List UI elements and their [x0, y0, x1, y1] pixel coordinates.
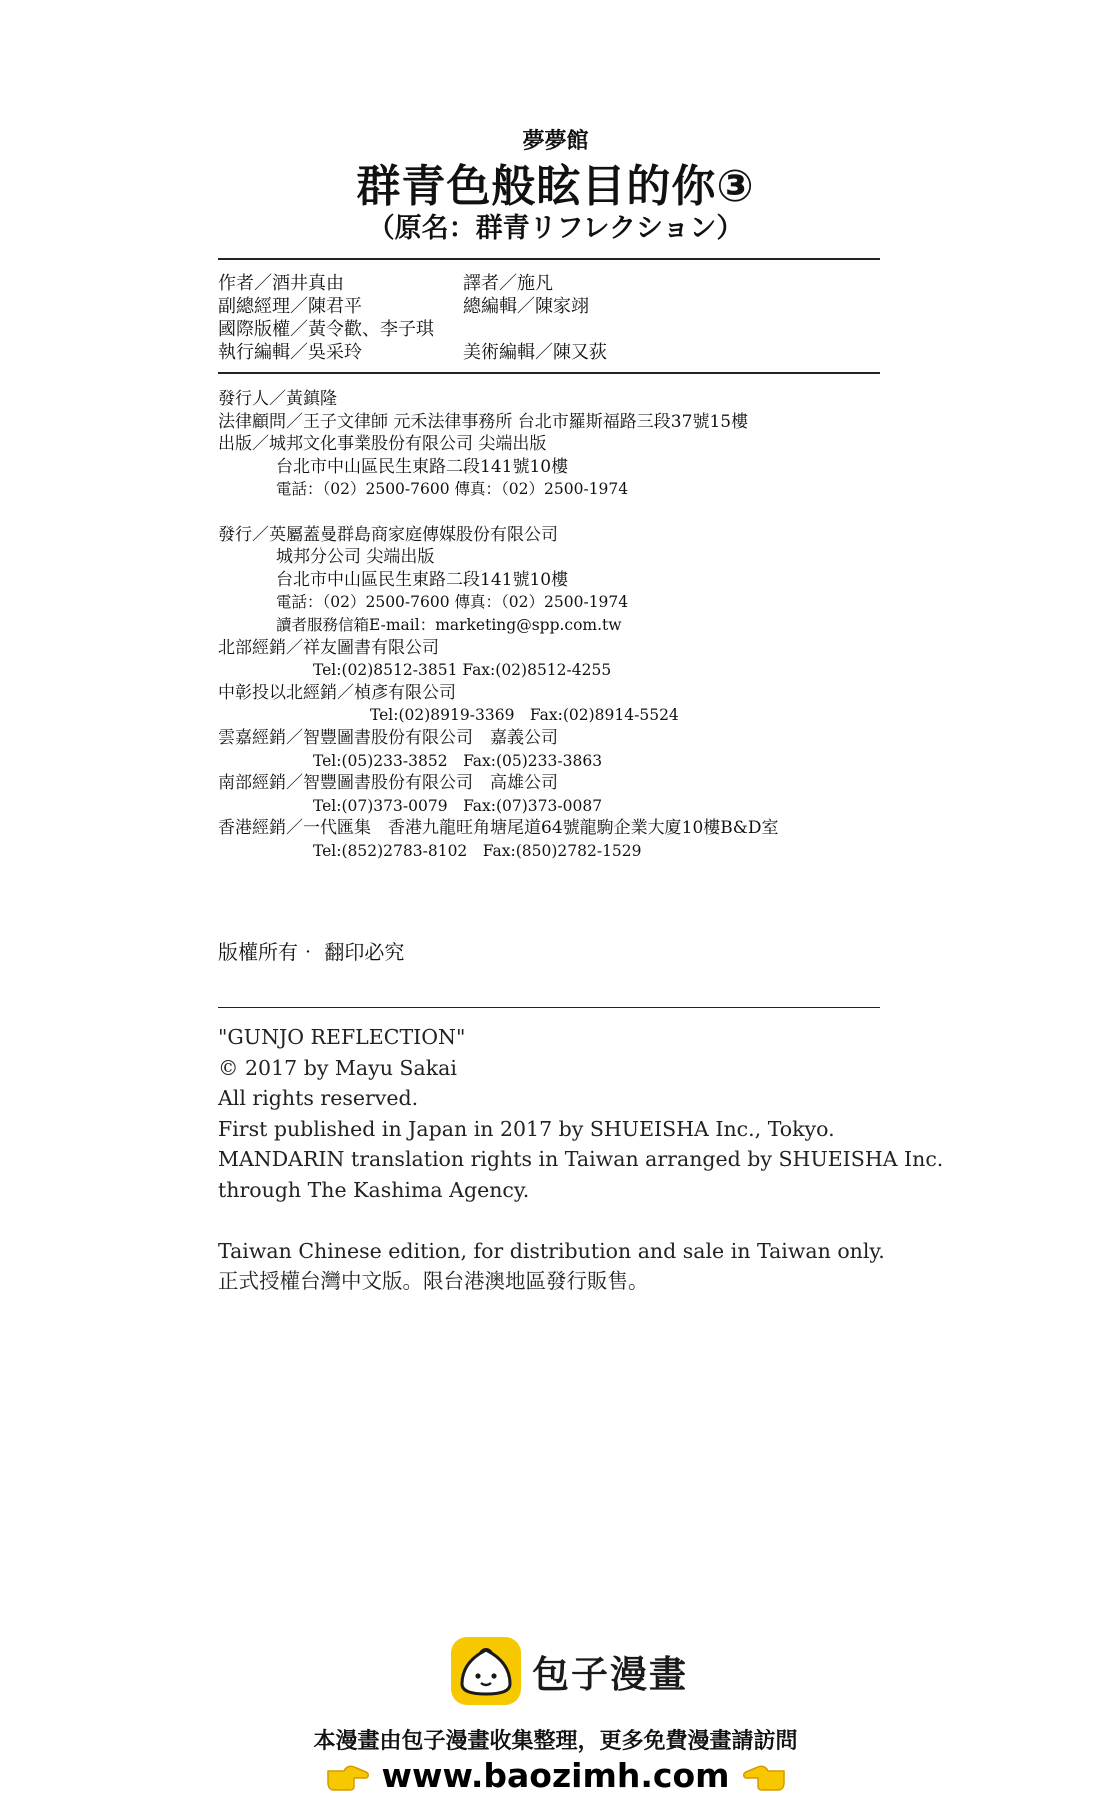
publishing-phone: 電話：（02）2500-7600 傳真：（02）2500-1974: [276, 480, 629, 499]
credit-intl-rights: 國際版權／黃令歡、李子琪: [218, 319, 434, 340]
pointing-hand-left-icon: [742, 1761, 786, 1791]
english-copyright-block: [218, 1022, 944, 1297]
issuer-line: 發行人／黃鎮隆: [218, 389, 337, 409]
distribution-email: 讀者服務信箱E-mail：marketing@spp.com.tw: [276, 615, 622, 634]
distribution-line: 發行／英屬蓋曼群島商家庭傳媒股份有限公司: [218, 524, 558, 545]
publisher-block: [218, 388, 918, 862]
publishing-line: 出版／城邦文化事業股份有限公司 尖端出版: [218, 434, 547, 455]
english-line: © 2017 by Mayu Sakai: [218, 1055, 457, 1080]
baozi-logo-icon: [450, 1636, 522, 1706]
credit-deputy-gm: 副總經理／陳君平: [218, 296, 362, 317]
watermark-notice: 本漫畫由包子漫畫收集整理，更多免費漫畫請訪問: [313, 1729, 798, 1754]
edition-line: Taiwan Chinese edition, for distribution and sale in Taiwan only.: [218, 1238, 885, 1263]
distribution-address: 台北市中山區民生東路二段141號10樓: [276, 569, 569, 590]
credit-chief-editor: 總編輯／陳家翊: [463, 296, 589, 317]
credits-block: [218, 272, 880, 364]
chiayi-distributor-tel: Tel:(05)233-3852 Fax:(05)233-3863: [313, 751, 603, 770]
credit-art-editor: 美術編輯／陳又荻: [463, 342, 607, 363]
english-line: First published in Japan in 2017 by SHUEISHA Inc., Tokyo.: [218, 1116, 835, 1141]
distribution-branch: 城邦分公司 尖端出版: [276, 547, 435, 568]
original-title: （原名：群青リフレクション）: [367, 213, 744, 244]
south-distributor: 南部經銷／智豐圖書股份有限公司 高雄公司: [218, 773, 558, 794]
hongkong-distributor: 香港經銷／一代匯集 香港九龍旺角塘尾道64號龍駒企業大廈10樓B&D室: [218, 818, 779, 839]
book-title: 群青色般眩目的你③: [356, 161, 755, 212]
north-distributor: 北部經銷／祥友圖書有限公司: [218, 637, 439, 658]
imprint-label: 夢夢館: [522, 129, 589, 154]
rights-reserved-notice: 版權所有‧ 翻印必究: [218, 940, 405, 964]
edition-line: 正式授權台灣中文版。限台港澳地區發行販售。: [218, 1269, 649, 1293]
pointing-hand-right-icon: [326, 1761, 370, 1791]
north-distributor-tel: Tel:(02)8512-3851 Fax:(02)8512-4255: [313, 661, 612, 680]
distribution-phone: 電話：（02）2500-7600 傳真：（02）2500-1974: [276, 593, 629, 612]
credits-row: [218, 295, 880, 318]
hongkong-distributor-tel: Tel:(852)2783-8102 Fax:(850)2782-1529: [313, 841, 642, 860]
central-distributor-tel: Tel:(02)8919-3369 Fax:(02)8914-5524: [370, 706, 679, 725]
legal-line: 法律顧問／王子文律師 元禾法律事務所 台北市羅斯福路三段37號15樓: [218, 411, 749, 432]
credit-translator: 譯者／施凡: [463, 273, 553, 294]
watermark-url-row: [0, 1756, 1111, 1795]
english-line: All rights reserved.: [218, 1086, 419, 1110]
central-distributor: 中彰投以北經銷／楨彥有限公司: [218, 682, 456, 703]
english-line: through The Kashima Agency.: [218, 1177, 530, 1202]
english-line: "GUNJO REFLECTION": [218, 1025, 466, 1049]
publishing-address: 台北市中山區民生東路二段141號10樓: [276, 456, 569, 477]
site-brand-name: 包子漫畫: [532, 1653, 688, 1696]
credits-row: [218, 341, 880, 364]
divider-bottom: [218, 1007, 880, 1008]
spacer: [218, 1205, 938, 1236]
divider-top: [218, 258, 880, 260]
credit-exec-editor: 執行編輯／吳采玲: [218, 342, 362, 363]
chiayi-distributor: 雲嘉經銷／智豐圖書股份有限公司 嘉義公司: [218, 727, 558, 748]
credit-author: 作者／酒井真由: [218, 273, 344, 294]
site-url-link[interactable]: www.baozimh.com: [381, 1756, 730, 1795]
english-line: MANDARIN translation rights in Taiwan arranged by SHUEISHA Inc.: [218, 1147, 944, 1171]
credits-row: [218, 318, 880, 341]
credits-row: [218, 272, 880, 295]
spacer: [218, 501, 918, 524]
site-brand[interactable]: [450, 1636, 688, 1706]
south-distributor-tel: Tel:(07)373-0079 Fax:(07)373-0087: [313, 796, 603, 815]
divider-middle: [218, 372, 880, 374]
